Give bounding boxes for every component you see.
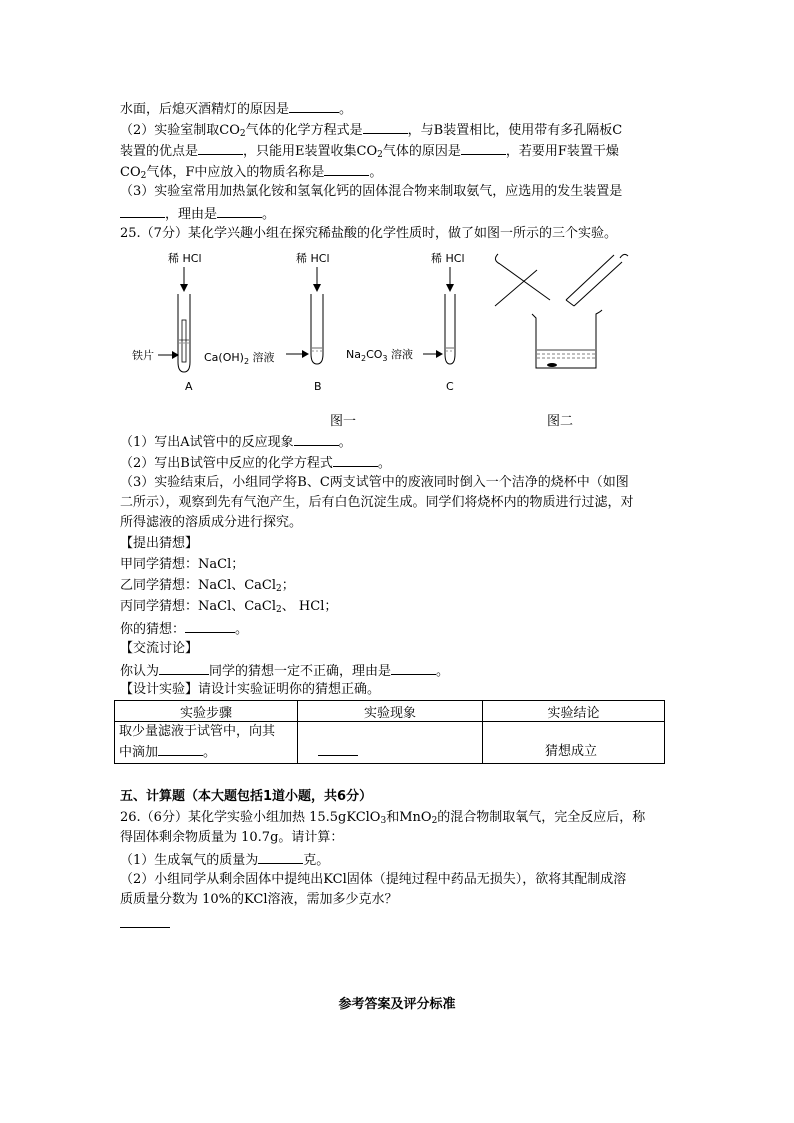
table-cell-phenomenon: [298, 722, 483, 764]
answer-blank[interactable]: [363, 120, 408, 134]
guess-title: 【提出猜想】: [120, 536, 199, 551]
text-line-5: （3）实验室常用加热氯化铵和氢氧化钙的固体混合物来制取氨气，应选用的发生装置是: [120, 184, 623, 199]
text-line-1: 水面，后熄灭酒精灯的原因是 。: [120, 99, 352, 119]
caoh-label: $Ca(OH)_2$ 溶液: [204, 351, 275, 366]
discuss-line: 你认为 同学的猜想一定不正确，理由是 。: [120, 661, 449, 681]
arrow-head-caoh: [302, 350, 309, 358]
table-row: [115, 722, 665, 764]
test-tube-c: [445, 294, 455, 364]
text-line-6: ，理由是 。: [120, 204, 275, 224]
figure-two-caption: 图二: [547, 414, 574, 429]
figure-one-caption: 图一: [330, 414, 357, 429]
answer-blank[interactable]: [294, 432, 339, 446]
guess-jia: 甲同学猜想：NaCl；: [120, 557, 245, 572]
test-tube-b: [311, 294, 323, 364]
arrow-head-a: [180, 284, 188, 292]
q25-part3-line3: 所得滤液的溶质成分进行探究。: [120, 515, 303, 530]
question-25-title: 25.（7分）某化学兴趣小组在探究稀盐酸的化学性质时，做了如图一所示的三个实验。: [120, 226, 617, 241]
tube-lip-left: [495, 254, 500, 264]
q26-part1: （1）生成氧气的质量为 克。: [120, 850, 329, 870]
guess-you: 你的猜想： 。: [120, 619, 248, 639]
table-header: 实验步骤: [115, 701, 298, 722]
tube-right-bottom: [566, 300, 574, 306]
iron-label: 铁片: [132, 349, 154, 362]
tube-lip-right: [620, 254, 628, 258]
label-c: C: [446, 380, 454, 393]
arrow-head-na2co3: [436, 350, 443, 358]
table-header: 实验结论: [483, 701, 665, 722]
tube-right-side1: [566, 255, 614, 300]
label-a: A: [185, 380, 193, 393]
section-5-title: 五、计算题（本大题包括1道小题，共6分）: [120, 789, 373, 804]
answer-blank[interactable]: [159, 661, 209, 675]
arrow-head-c: [446, 284, 454, 292]
answer-line[interactable]: [120, 927, 170, 928]
hcl-label-a: 稀 HCl: [168, 252, 202, 265]
test-tube-a: [178, 294, 190, 372]
arrow-head-b: [313, 284, 321, 292]
table-cell-conclusion: 猜想成立: [483, 722, 665, 764]
hcl-label-b: 稀 HCl: [296, 252, 330, 265]
q26-line2: 得固体剩余物质量为 10.7g。请计算：: [120, 830, 344, 845]
tube-right-side2: [574, 262, 622, 306]
beaker-precipitate: [547, 363, 557, 367]
answer-blank[interactable]: [461, 141, 506, 155]
design-line: 【设计实验】请设计实验证明你的猜想正确。: [120, 682, 381, 697]
table-header: 实验现象: [298, 701, 483, 722]
answer-blank[interactable]: [198, 141, 243, 155]
guess-yi: 乙同学猜想：NaCl、CaCl$_2$；: [120, 578, 295, 594]
experiment-table: [114, 700, 665, 764]
table-header-row: [115, 701, 665, 722]
experiment-diagram: [120, 250, 680, 430]
answer-blank[interactable]: [217, 204, 262, 218]
table-cell-step: 取少量滤液于试管中，向其 中滴加 。: [115, 722, 298, 764]
q25-part1: （1）写出A试管中的反应现象 。: [120, 432, 352, 452]
guess-bing: 丙同学猜想：NaCl、CaCl$_2$、 HCl；: [120, 599, 338, 615]
answer-blank[interactable]: [185, 619, 235, 633]
q26-part2-line2: 质质量分数为 10%的KCl溶液，需加多少克水？: [120, 892, 398, 907]
answer-blank[interactable]: [120, 204, 165, 218]
label-b: B: [314, 380, 322, 393]
na2co3-label: $Na_2CO_3$ 溶液: [346, 348, 414, 363]
answer-blank[interactable]: [391, 661, 436, 675]
q25-part2: （2）写出B试管中反应的化学方程式 。: [120, 453, 391, 473]
text-line-3: 装置的优点是 ，只能用E装置收集$CO_2$气体的原因是 ，若要用F装置干燥: [120, 141, 619, 161]
beaker: [532, 310, 602, 368]
q25-part3-line2: 二所示），观察到先有气泡产生，后有白色沉淀生成。同学们将烧杯内的物质进行过滤，对: [120, 495, 634, 510]
text-line-2: （2）实验室制取$CO_2$气体的化学方程式是 ，与B装置相比，使用带有多孔隔板C: [120, 120, 622, 140]
answer-blank[interactable]: [318, 742, 358, 756]
answer-blank[interactable]: [333, 453, 378, 467]
answer-blank[interactable]: [158, 742, 203, 756]
answer-blank[interactable]: [289, 99, 339, 113]
q26-part2-line1: （2）小组同学从剩余固体中提纯出KCl固体（提纯过程中药品无损失），欲将其配制成溶: [120, 872, 627, 887]
answer-key-title: 参考答案及评分标准: [338, 997, 456, 1012]
answer-blank[interactable]: [324, 162, 369, 176]
answer-blank[interactable]: [258, 850, 303, 864]
q26-line1: 26.（6分）某化学实验小组加热 15.5gKClO$_3$和MnO$_2$的混合物制取氧气，完全反应后，称: [120, 810, 646, 826]
text-line-4: $CO_2$气体，F中应放入的物质名称是 。: [120, 162, 382, 182]
discuss-title: 【交流讨论】: [120, 641, 199, 656]
tube-left-side1: [500, 264, 550, 300]
hcl-label-c: 稀 HCl: [431, 252, 465, 265]
iron-strip: [182, 320, 186, 362]
q25-part3-line1: （3）实验结束后，小组同学将B、C两支试管中的废液同时倒入一个洁净的烧杯中（如图: [120, 475, 629, 490]
